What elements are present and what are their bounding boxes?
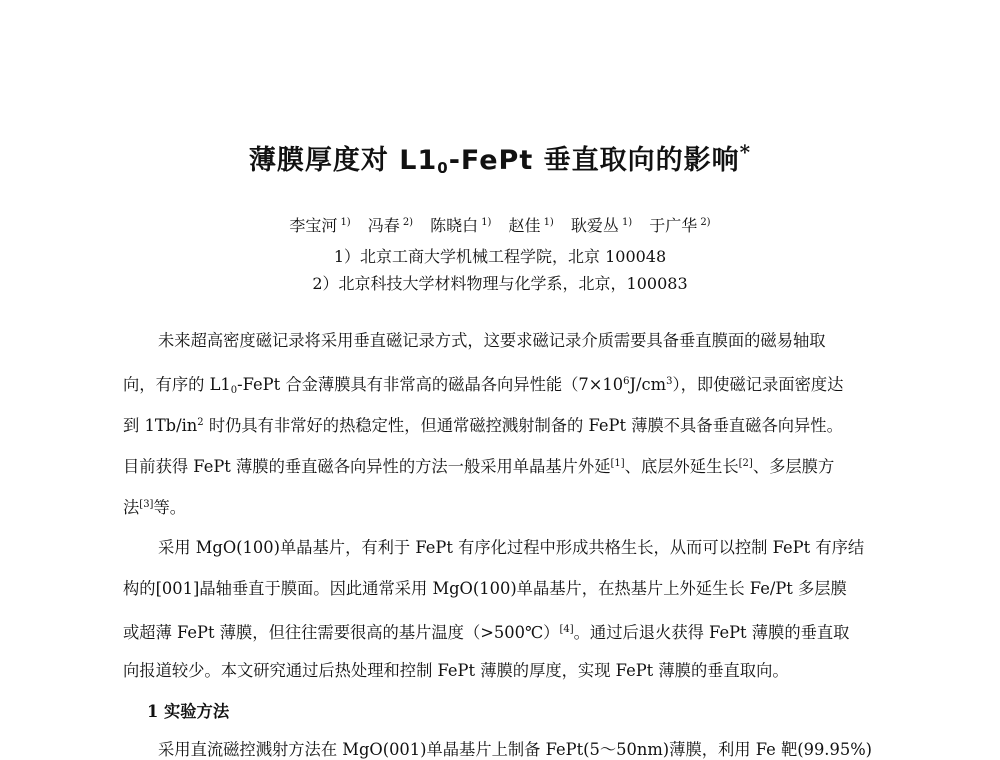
affiliation-1: 1）北京工商大学机械工程学院，北京 100048: [333, 247, 667, 266]
author: [571, 216, 632, 235]
superscript: 2: [197, 417, 204, 428]
author-name: 于广华: [649, 216, 698, 235]
text-run: 到 1Tb/in: [123, 416, 198, 435]
superscript: 3: [666, 376, 673, 387]
text-run: J/cm: [629, 375, 667, 394]
author: [509, 216, 554, 235]
text-run: 向，有序的 L1: [123, 375, 231, 394]
section-heading: 1 实验方法: [147, 702, 230, 721]
title-subscript: 0: [437, 159, 449, 177]
text-run: 法: [123, 498, 140, 517]
author-affiliation-mark: 1): [621, 217, 633, 228]
text-run: 时仍具有非常好的热稳定性，但通常磁控溅射制备的 FePt 薄膜不具备垂直磁各向异性。: [203, 416, 843, 435]
author: [430, 216, 491, 235]
body-line-7: 构的[001]晶轴垂直于膜面。因此通常采用 MgO(100)单晶基片，在热基片上外延生长 Fe/Pt 多层膜: [123, 579, 847, 598]
author-affiliation-mark: 1): [340, 217, 351, 228]
body-line-6: 采用 MgO(100)单晶基片，有利于 FePt 有序化过程中形成共格生长，从而可以控制 FePt 有序结: [158, 538, 865, 557]
body-line-8: [123, 620, 849, 643]
author: [289, 216, 350, 235]
author-affiliation-mark: 2): [402, 217, 414, 228]
citation-ref: [4]: [559, 624, 574, 635]
affiliation-2: 2）北京科技大学材料物理与化学系，北京，100083: [312, 274, 688, 293]
body-line-5: [123, 495, 186, 518]
title-prefix: 薄膜厚度对: [248, 145, 400, 176]
author-affiliation-mark: 1): [481, 217, 492, 228]
text-run: 、多层膜方: [752, 457, 835, 476]
text-run: -FePt 合金薄膜具有非常高的磁晶各向异性能（7×10: [237, 375, 624, 394]
body-line-4: [123, 454, 834, 477]
text-run: ），即使磁记录面密度达: [672, 375, 844, 394]
author-name: 冯春: [367, 216, 400, 235]
body-line-9: 向报道较少。本文研究通过后热处理和控制 FePt 薄膜的厚度，实现 FePt 薄膜的垂直取向。: [123, 661, 789, 680]
author-name: 耿爱丛: [570, 216, 619, 235]
author: [649, 216, 710, 235]
text-run: 目前获得 FePt 薄膜的垂直磁各向异性的方法一般采用单晶基片外延: [123, 457, 611, 476]
title-formula: [399, 145, 533, 176]
text-run: 等。: [153, 498, 187, 517]
text-run: 或超薄 FePt 薄膜，但往往需要很高的基片温度（>500℃）: [123, 623, 560, 642]
title-footnote-star: *: [739, 140, 752, 164]
author-name: 赵佳: [508, 216, 541, 235]
author-list: [0, 213, 1000, 236]
author-name: 李宝河: [289, 216, 338, 235]
body-line-1: 未来超高密度磁记录将采用垂直磁记录方式，这要求磁记录介质需要具备垂直膜面的磁易轴取: [158, 331, 826, 350]
body-line-10: 采用直流磁控溅射方法在 MgO(001)单晶基片上制备 FePt(5～50nm)薄膜，利用 Fe 靶(99.95%): [158, 740, 873, 759]
text-run: 。通过后退火获得 FePt 薄膜的垂直取: [573, 623, 850, 642]
subscript: 0: [230, 385, 238, 396]
title-l: L1: [399, 145, 438, 176]
author-affiliation-mark: 2): [700, 217, 711, 228]
text-run: 、底层外延生长: [624, 457, 739, 476]
author-affiliation-mark: 1): [543, 217, 554, 228]
superscript: 6: [623, 376, 630, 387]
title-fept: -FePt: [448, 145, 534, 176]
title-suffix: 垂直取向的影响: [533, 145, 740, 176]
citation-ref: [1]: [610, 458, 625, 469]
citation-ref: [2]: [738, 458, 753, 469]
author-name: 陈晓白: [430, 216, 479, 235]
citation-ref: [3]: [139, 499, 154, 510]
paper-title: [0, 138, 1000, 177]
body-line-3: [123, 413, 843, 436]
author: [368, 216, 413, 235]
body-line-2: [123, 372, 843, 401]
